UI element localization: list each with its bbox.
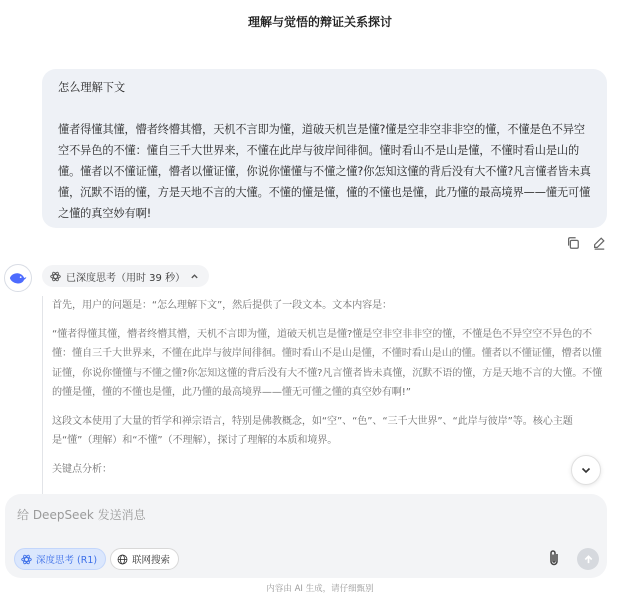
ai-disclaimer: 内容由 AI 生成，请仔细甄别 — [266, 584, 374, 594]
message-actions — [566, 236, 606, 250]
thinking-content — [42, 296, 607, 494]
conversation-title: 理解与觉悟的辩证关系探讨 — [247, 14, 392, 29]
paperclip-icon[interactable] — [546, 549, 562, 567]
deep-think-button[interactable] — [14, 548, 106, 570]
deep-thinking-toggle[interactable] — [42, 265, 209, 287]
deepseek-avatar — [4, 264, 32, 292]
thinking-paragraph: 首先，用户的问题是：“怎么理解下文”，然后提供了一段文本。文本内容是： — [52, 300, 393, 311]
scroll-to-bottom-button[interactable] — [571, 455, 601, 485]
deepseek-whale-icon — [9, 271, 27, 285]
globe-icon — [117, 554, 128, 565]
arrow-up-icon — [583, 554, 594, 565]
chevron-up-icon — [190, 272, 199, 281]
user-passage: 懂者得懂其懂，懵者终懵其懵，天机不言即为懂，道破天机岂是懂?懂是空非空非非空的懂，不懂是色不异空空不异色的不懂：懂自三千大世界来，不懂在此岸与彼岸间徘徊。懂时看山不是山是懂，不懂时看山是山的懂。懂者以不懂证懂，懵者以懂证懂，你说你懂懂与不懂之懂?你怎知这懂的背后没有大不懂?凡言懂者皆未真懂，沉默不语的懂，方是天地不言的大懂。不懂的懂是懂，懂的不懂也是懂，此乃懂的最高境界——懂无可懂之懂的真空妙有啊! — [58, 123, 591, 220]
user-question: 怎么理解下文 — [58, 81, 126, 94]
message-composer — [5, 494, 607, 578]
user-message — [42, 69, 607, 228]
message-input[interactable] — [15, 502, 599, 528]
edit-icon[interactable] — [592, 236, 606, 250]
deep-thinking-label: 已深度思考（用时 39 秒） — [66, 272, 186, 284]
thinking-paragraph: “懂者得懂其懂，懵者终懵其懵，天机不言即为懂，道破天机岂是懂?懂是空非空非非空的懂，不懂是色不异空空不异色的不懂：懂自三千大世界来，不懂在此岸与彼岸间徘徊。懂时看山不是山是懂，不懂时看山是山的懂。懂者以不懂证懂，懵者以懂证懂，你说你懂懂与不懂之懂?你怎知这懂的背后没有大不懂?凡言懂者皆未真懂，沉默不语的懂，方是天地不言的大懂。不懂的懂是懂，懂的不懂也是懂，此乃懂的最高境界——懂无可懂之懂的真空妙有啊!” — [52, 328, 603, 398]
atom-icon — [21, 554, 32, 565]
thinking-paragraph: 关键点分析： — [52, 463, 112, 475]
deep-think-label: 深度思考 (R1) — [36, 555, 98, 566]
chevron-down-icon — [580, 464, 592, 476]
send-button[interactable] — [577, 548, 599, 570]
web-search-label: 联网搜索 — [132, 555, 171, 566]
web-search-button[interactable] — [110, 548, 179, 570]
thinking-paragraph: 这段文本使用了大量的哲学和禅宗语言，特别是佛教概念，如“空”、“色”、“三千大世界”、“此岸与彼岸”等。核心主题是“懂”（理解）和“不懂”（不理解），探讨了理解的本质和境界。 — [52, 415, 573, 446]
atom-icon — [50, 271, 61, 282]
copy-icon[interactable] — [566, 236, 580, 250]
